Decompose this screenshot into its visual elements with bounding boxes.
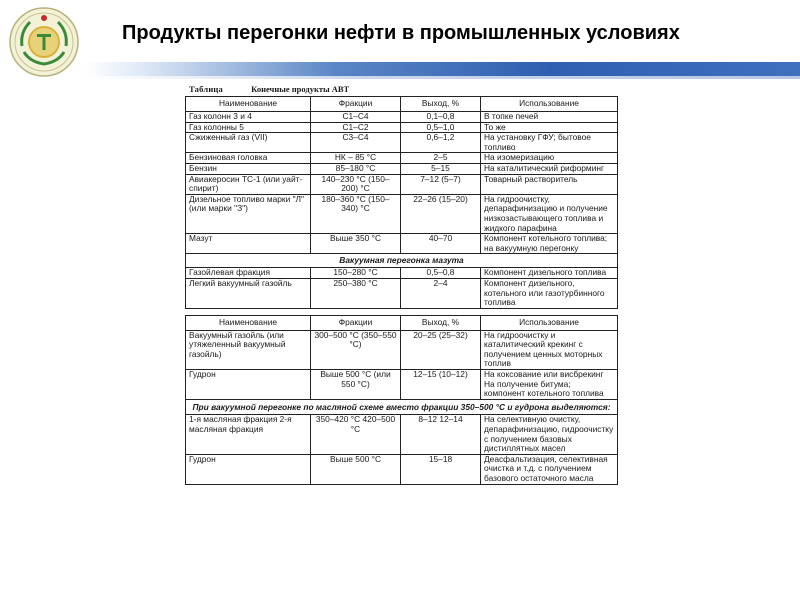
table-row xyxy=(186,163,618,174)
row-name: Гудрон xyxy=(186,454,311,484)
row-fraction: НК – 85 °С xyxy=(311,153,401,164)
row-yield: 2–5 xyxy=(401,153,481,164)
row-yield: 0,5–1,0 xyxy=(401,122,481,133)
row-name: Легкий вакуумный газойль xyxy=(186,278,311,308)
row-yield: 0,6–1,2 xyxy=(401,133,481,153)
row-fraction: Выше 500 °С (или 550 °С) xyxy=(311,370,401,400)
row-fraction: C3–C4 xyxy=(311,133,401,153)
row-fraction: 350–420 °С 420–500 °С xyxy=(311,415,401,454)
table-row xyxy=(186,194,618,233)
row-yield: 0,1–0,8 xyxy=(401,112,481,123)
row-name: Газ колонны 5 xyxy=(186,122,311,133)
row-name: Вакуумный газойль (или утяжеленный вакуумный газойль) xyxy=(186,330,311,369)
table-row xyxy=(186,174,618,194)
row-fraction: C1–C4 xyxy=(311,112,401,123)
table-row xyxy=(186,234,618,254)
row-use: На изомеризацию xyxy=(481,153,618,164)
row-name: Газойлевая фракция xyxy=(186,268,311,279)
row-yield: 7–12 (5–7) xyxy=(401,174,481,194)
caption-text: Конечные продукты АВТ xyxy=(251,84,350,94)
row-use: Компонент дизельного топлива xyxy=(481,268,618,279)
col-yield-header: Выход, % xyxy=(401,97,481,112)
row-use: Компонент котельного топлива; на вакуумную перегонку xyxy=(481,234,618,254)
university-emblem-icon xyxy=(8,6,80,78)
row-yield: 20–25 (25–32) xyxy=(401,330,481,369)
row-fraction: 150–280 °С xyxy=(311,268,401,279)
row-name: Авиакеросин ТС-1 (или уайт-спирит) xyxy=(186,174,311,194)
row-fraction: 180–360 °С (150–340) °С xyxy=(311,194,401,233)
section-row xyxy=(186,254,618,268)
row-yield: 40–70 xyxy=(401,234,481,254)
col-yield-header: Выход, % xyxy=(401,315,481,330)
row-yield: 12–15 (10–12) xyxy=(401,370,481,400)
row-use: На гидроочистку, депарафинизацию и получение низкозастывающего топлива и жидкого парафина xyxy=(481,194,618,233)
row-use: В топке печей xyxy=(481,112,618,123)
table-row xyxy=(186,268,618,279)
row-fraction: 140–230 °С (150–200) °С xyxy=(311,174,401,194)
row-fraction: Выше 350 °С xyxy=(311,234,401,254)
row-name: Мазут xyxy=(186,234,311,254)
row-use: На гидроочистку и каталитический крекинг с получением ценных моторных топлив xyxy=(481,330,618,369)
row-yield: 8–12 12–14 xyxy=(401,415,481,454)
row-fraction: C1–C2 xyxy=(311,122,401,133)
row-use: На коксование или висбрекинг На получение битума; компонент котельного топлива xyxy=(481,370,618,400)
row-use: На установку ГФУ; бытовое топливо xyxy=(481,133,618,153)
header-row xyxy=(186,97,618,112)
row-name: Газ колонн 3 и 4 xyxy=(186,112,311,123)
col-use-header: Использование xyxy=(481,97,618,112)
header-accent-bar xyxy=(84,62,800,76)
row-use: На каталитический риформинг xyxy=(481,163,618,174)
row-use: Компонент дизельного, котельного или газотурбинного топлива xyxy=(481,278,618,308)
col-fraction-header: Фракции xyxy=(311,315,401,330)
section-oil-title: При вакуумной перегонке по масляной схеме вместо фракции 350–500 °С и гудрона выделяются: xyxy=(186,399,618,415)
header-accent-shadow xyxy=(84,76,800,79)
slide-header xyxy=(0,0,800,80)
col-name-header: Наименование xyxy=(186,97,311,112)
row-fraction: 85–180 °С xyxy=(311,163,401,174)
table-row xyxy=(186,133,618,153)
table-row xyxy=(186,454,618,484)
header-row xyxy=(186,315,618,330)
col-fraction-header: Фракции xyxy=(311,97,401,112)
table-row xyxy=(186,330,618,369)
col-use-header: Использование xyxy=(481,315,618,330)
row-fraction: 250–380 °С xyxy=(311,278,401,308)
slide-title: Продукты перегонки нефти в промышленных условиях xyxy=(122,22,680,44)
row-name: 1-я масляная фракция 2-я масляная фракция xyxy=(186,415,311,454)
row-name: Бензин xyxy=(186,163,311,174)
row-name: Бензиновая головка xyxy=(186,153,311,164)
table-row xyxy=(186,122,618,133)
row-yield: 2–4 xyxy=(401,278,481,308)
row-use: На селективную очистку, депарафинизацию, гидроочистку с получением базовых дистиллятных масел xyxy=(481,415,618,454)
row-fraction: 300–500 °С (350–550 °С) xyxy=(311,330,401,369)
scanned-table xyxy=(185,82,617,485)
row-use: Деасфальтизация, селективная очистка и т.д. с получением базового остаточного масла xyxy=(481,454,618,484)
table-row xyxy=(186,415,618,454)
table-row xyxy=(186,278,618,308)
products-table-continued xyxy=(185,315,618,485)
section-row xyxy=(186,399,618,415)
table-caption xyxy=(185,82,617,96)
row-use: Товарный растворитель xyxy=(481,174,618,194)
row-name: Сжиженный газ (VII) xyxy=(186,133,311,153)
table-row xyxy=(186,112,618,123)
row-use: То же xyxy=(481,122,618,133)
table-row xyxy=(186,370,618,400)
row-yield: 0,5–0,8 xyxy=(401,268,481,279)
row-fraction: Выше 500 °С xyxy=(311,454,401,484)
products-table xyxy=(185,96,618,309)
section-vacuum-title: Вакуумная перегонка мазута xyxy=(186,254,618,268)
table-row xyxy=(186,153,618,164)
row-yield: 15–18 xyxy=(401,454,481,484)
row-yield: 22–26 (15–20) xyxy=(401,194,481,233)
row-name: Гудрон xyxy=(186,370,311,400)
row-name: Дизельное топливо марки "Л" (или марки "З") xyxy=(186,194,311,233)
caption-label: Таблица xyxy=(189,84,223,94)
row-yield: 5–15 xyxy=(401,163,481,174)
col-name-header: Наименование xyxy=(186,315,311,330)
